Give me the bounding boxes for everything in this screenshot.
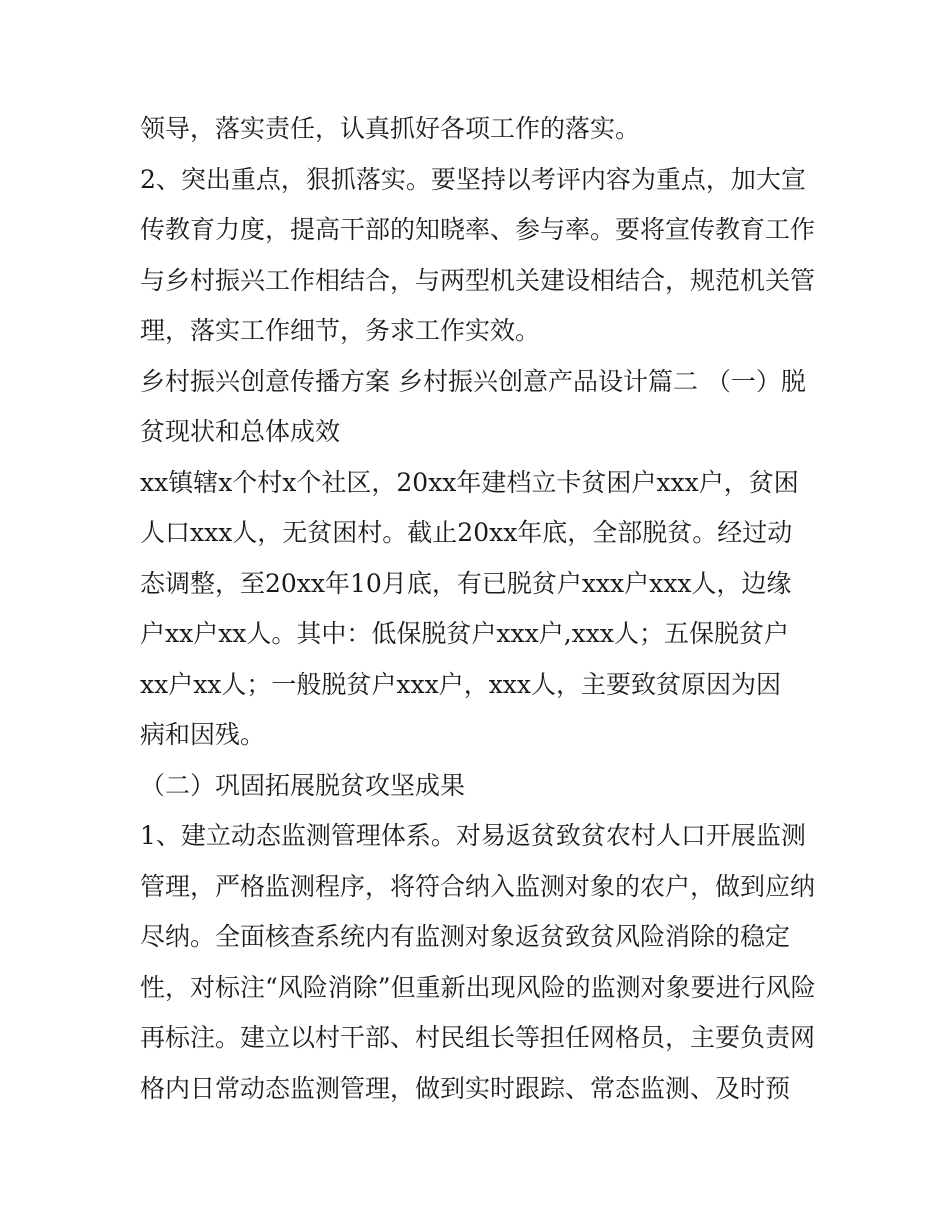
text-line: xx户xx人；一般脱贫户xxx户，xxx人，主要致贫原因为因 (140, 669, 781, 699)
text-line: 领导，落实责任，认真抓好各项工作的落实。 (140, 114, 641, 143)
text-line: 1、建立动态监测管理体系。对易返贫致贫农村人口开展监测 (140, 821, 806, 850)
document-body (140, 104, 820, 1114)
text-line: 理，落实工作细节，务求工作实效。 (140, 316, 541, 345)
text-line: 人口xxx人，无贫困村。截止20xx年底，全部脱贫。经过动 (140, 518, 793, 547)
text-line: 病和因残。 (140, 720, 266, 749)
text-line: 再标注。建立以村干部、村民组长等担任网格员，主要负责网 (140, 1023, 816, 1052)
text-line: 户xx户xx人。其中：低保脱贫户xxx户,xxx人；五保脱贫户 (140, 619, 789, 648)
text-line: 2、突出重点，狠抓落实。要坚持以考评内容为重点，加大宣 (140, 164, 806, 194)
text-line: xx镇辖x个村x个社区，20xx年建档立卡贫困户xxx户，贫困 (140, 467, 799, 497)
section-heading-line: 贫现状和总体成效 (140, 417, 341, 446)
text-line: 传教育力度，提高干部的知晓率、参与率。要将宣传教育工作 (140, 215, 816, 244)
text-line: 性，对标注“风险消除”但重新出现风险的监测对象要进行风险 (140, 972, 816, 1002)
section-heading-line: 乡村振兴创意传播方案 乡村振兴创意产品设计篇二 （一）脱 (140, 366, 806, 396)
text-line: 与乡村振兴工作相结合，与两型机关建设相结合，规范机关管 (140, 265, 816, 295)
text-line: 态调整，至20xx年10月底，有已脱贫户xxx户xxx人，边缘 (140, 568, 792, 598)
text-line: 尽纳。全面核查系统内有监测对象返贫致贫风险消除的稳定 (140, 922, 791, 951)
subsection-heading: （二）巩固拓展脱贫攻坚成果 (140, 770, 466, 800)
text-line: 格内日常动态监测管理，做到实时跟踪、常态监测、及时预 (140, 1073, 791, 1103)
text-line: 管理，严格监测程序，将符合纳入监测对象的农户，做到应纳 (140, 871, 816, 901)
